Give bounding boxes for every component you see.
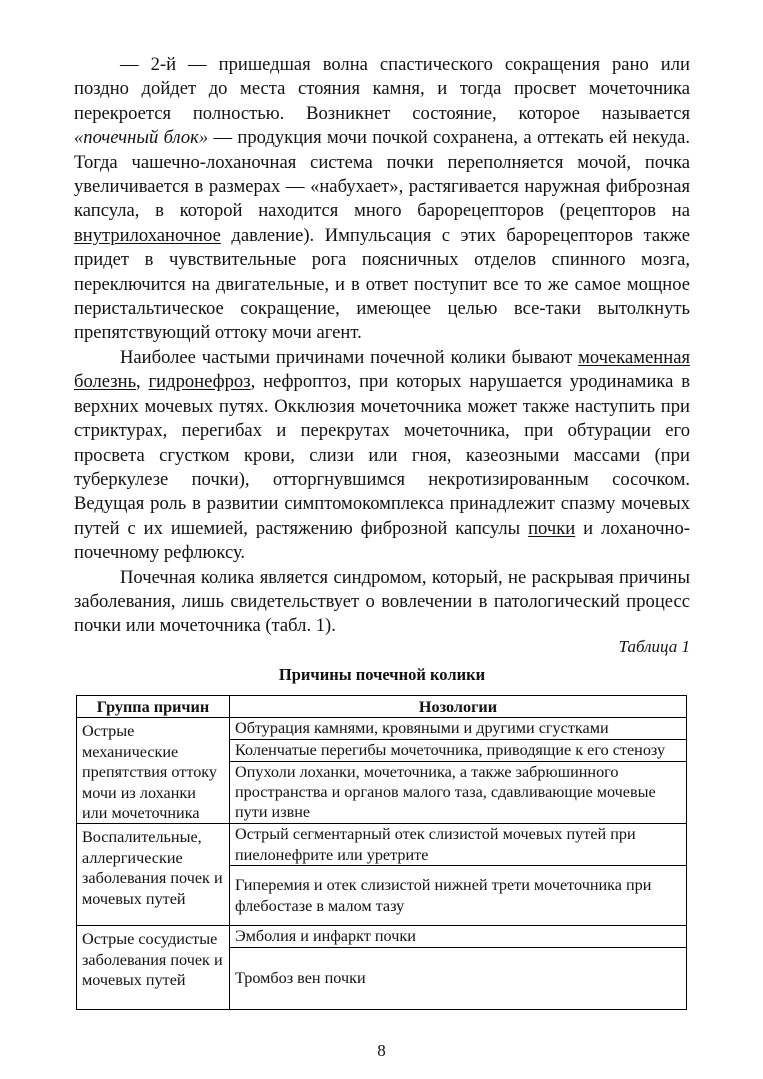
paragraph-1-text-end: давление). Импульсация с этих барорецепторов также придет в чувствительные рога поясничных отделов спинного мозга, переключится на двигательные, и в ответ поступит все то же самое мощное перистальтическое сокращение, имеющее целью все-таки вытолкнуть препятствующий оттоку мочи агент. <box>74 224 690 344</box>
paragraph-3: Почечная колика является синдромом, который, не раскрывая причины заболевания, лишь свидетельствует о вовлечении в патологический процесс почки или мочеточника (табл. 1). <box>74 566 690 637</box>
link-kidney[interactable]: почки <box>528 517 576 539</box>
paragraph-2-text-end: и лоханочно-почечному рефлюксу. <box>74 517 690 564</box>
table-label: Таблица 1 <box>618 637 690 656</box>
table-row <box>77 824 687 866</box>
nosology-cell: Эмболия и инфаркт почки <box>230 926 687 947</box>
paragraph-1-text-cont: — продукция мочи почкой сохранена, а оттекать ей некуда. Тогда чашечно-лоханочная система почки переполняется мочой, почка увеличивается в размерах — «набухает», растягивается наружная фиброзная капсула, в которой находится много барорецепторов (рецепторов на <box>74 127 690 222</box>
paragraph-2-text-cont: , нефроптоз, при которых нарушается уродинамика в верхних мочевых путях. Окклюзия мочеточника может также наступить при стриктурах, перегибах и перекрутах мочеточника, при обтурации его просвета сгустком крови, слизи или гноя, казеозными массами (при туберкулезе почки), отторгнувшимся некротизированным сосочком. Ведущая роль в развитии симптомокомплекса принадлежит спазму мочевых путей с их ишемией, растяжению фиброзной капсулы <box>74 371 691 539</box>
link-hydronephrosis[interactable]: гидронефроз <box>148 371 251 393</box>
link-intrapelvic[interactable]: внутрилоханочное <box>74 224 221 246</box>
header-cause-group: Группа причин <box>77 696 230 718</box>
causes-table <box>76 695 687 1010</box>
term-kidney-block: «почечный блок» <box>74 127 209 149</box>
nosology-cell: Гиперемия и отек слизистой нижней трети мочеточника при флебостазе в малом тазу <box>230 866 687 926</box>
link-urolithiasis[interactable]: мочекаменная болезнь <box>74 346 690 393</box>
group-cell: Острые механические препятствия оттоку мочи из лоханки или мочеточника <box>77 718 230 824</box>
table-row <box>77 718 687 740</box>
paragraph-2-text: Наиболее частыми причинами почечной колики бывают <box>120 346 579 368</box>
nosology-cell: Тромбоз вен почки <box>230 947 687 1009</box>
page-number: 8 <box>377 1041 386 1060</box>
paragraph-1 <box>74 53 690 346</box>
table-title: Причины почечной колики <box>278 665 486 684</box>
paragraph-2 <box>74 346 690 566</box>
nosology-cell: Коленчатые перегибы мочеточника, приводящие к его стенозу <box>230 740 687 762</box>
nosology-cell: Обтурация камнями, кровяными и другими сгустками <box>230 718 687 740</box>
group-cell: Острые сосудистые заболевания почек и мочевых путей <box>77 926 230 1009</box>
group-cell: Воспалительные, аллергические заболевания почек и мочевых путей <box>77 824 230 926</box>
table-header-row <box>77 696 687 718</box>
table-row <box>77 926 687 947</box>
header-nosologies: Нозологии <box>230 696 687 718</box>
nosology-cell: Острый сегментарный отек слизистой мочевых путей при пиелонефрите или уретрите <box>230 824 687 866</box>
paragraph-1-text: — 2-й — пришедшая волна спастического сокращения рано или поздно дойдет до места стояния камня, и тогда просвет мочеточника перекроется полностью. Возникнет состояние, которое называется <box>74 54 690 124</box>
paragraph-2-comma: , <box>136 371 149 393</box>
body-text <box>74 53 690 639</box>
nosology-cell: Опухоли лоханки, мочеточника, а также забрюшинного пространства и органов малого таза, сдавливающие мочевые пути извне <box>230 761 687 824</box>
